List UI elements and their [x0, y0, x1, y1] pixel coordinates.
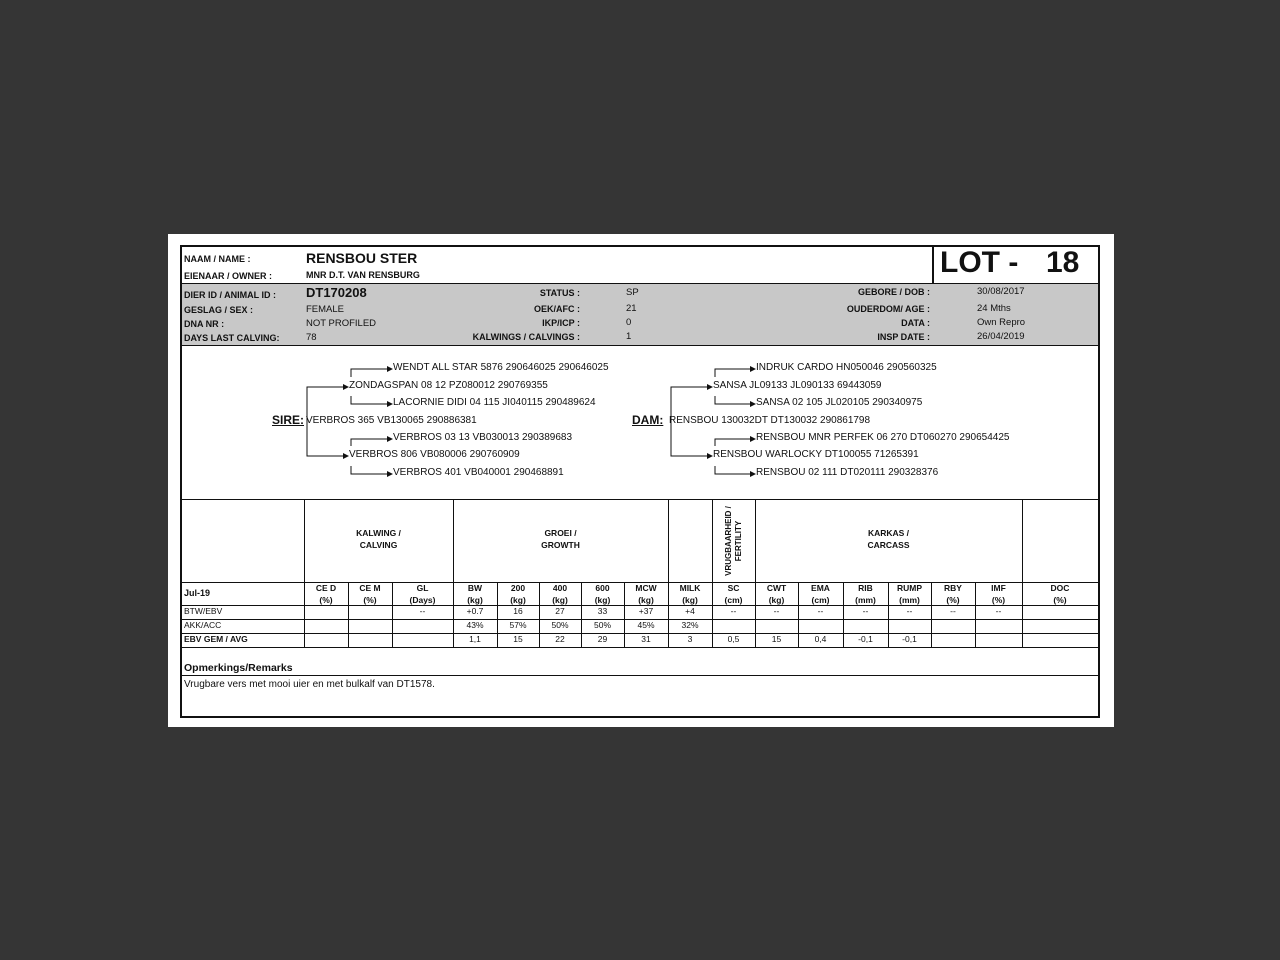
- column-header-line: SC: [727, 583, 740, 593]
- remarks-title: Opmerkings/Remarks: [184, 662, 293, 674]
- dob-value: 30/08/2017: [977, 286, 1025, 297]
- column-header-line: GL: [416, 583, 429, 593]
- ebv-row-label: BTW/EBV: [184, 606, 223, 616]
- column-header-line: IMF: [991, 583, 1006, 593]
- grid-line: [182, 499, 1098, 500]
- group-growth: [453, 527, 668, 551]
- data-label: DATA :: [901, 318, 930, 328]
- animal-id-label: DIER ID / ANIMAL ID :: [184, 290, 276, 300]
- lot-label: LOT -: [940, 246, 1019, 279]
- grid-line: [182, 647, 1098, 648]
- column-header-line: (%): [946, 595, 960, 605]
- lot-number: 18: [1046, 246, 1080, 279]
- ebv-cell: 0,4: [814, 634, 827, 644]
- dam-label: DAM:: [632, 413, 664, 427]
- column-header-line: (cm): [724, 595, 743, 605]
- pedigree-sire: VERBROS 365 VB130065 290886381: [306, 415, 477, 426]
- ebv-cell: 15: [513, 634, 523, 644]
- ebv-cell: --: [419, 606, 426, 616]
- group-heading-line: CARCASS: [867, 540, 910, 550]
- ebv-cell: +0.7: [466, 606, 484, 616]
- sire-label: SIRE:: [272, 413, 305, 427]
- ebv-cell: --: [817, 606, 824, 616]
- ebv-cell: 45%: [637, 620, 655, 630]
- pedigree-sire-dam-dam: VERBROS 401 VB040001 290468891: [393, 467, 564, 478]
- column-header-line: 200: [510, 583, 526, 593]
- insp-date-value: 26/04/2019: [977, 331, 1025, 342]
- status-label: STATUS :: [539, 288, 580, 298]
- ebv-cell: --: [995, 606, 1002, 616]
- column-header-line: RBY: [944, 583, 962, 593]
- column-header-line: CE D: [315, 583, 337, 593]
- afc-value: 21: [626, 303, 637, 314]
- column-header-line: BW: [467, 583, 483, 593]
- ebv-cell: 50%: [551, 620, 569, 630]
- column-header-line: (kg): [768, 595, 785, 605]
- column-header-line: (%): [991, 595, 1006, 605]
- ebv-column-header: [348, 582, 392, 606]
- afc-label: OEK/AFC :: [534, 304, 580, 314]
- ebv-date-label: Jul-19: [184, 588, 211, 598]
- days-last-calving-label: DAYS LAST CALVING:: [184, 333, 280, 343]
- ebv-column-header: [975, 582, 1022, 606]
- column-header-line: MCW: [635, 583, 657, 593]
- age-label: OUDERDOM/ AGE :: [846, 304, 930, 314]
- ebv-cell: +4: [685, 606, 695, 616]
- ebv-column-header: [712, 582, 755, 606]
- remarks-text: Vrugbare vers met mooi uier en met bulkalf van DT1578.: [184, 679, 435, 690]
- ebv-cell: 33: [597, 606, 608, 616]
- age-value: 24 Mths: [977, 303, 1011, 314]
- ebv-cell: 27: [555, 606, 565, 616]
- column-header-line: (mm): [855, 595, 876, 605]
- ebv-cell: 1,1: [469, 634, 481, 644]
- ebv-cell: 50%: [593, 620, 611, 630]
- column-header-line: MILK: [679, 583, 701, 593]
- ebv-cell: +37: [638, 606, 654, 616]
- ebv-cell: -0,1: [902, 634, 917, 644]
- lot-card-frame: [180, 245, 1100, 718]
- owner-name: MNR D.T. VAN RENSBURG: [306, 270, 420, 280]
- calvings-value: 1: [626, 331, 632, 342]
- group-calving: [304, 527, 453, 551]
- icp-label: IKP/ICP :: [542, 318, 580, 328]
- ebv-cell: 3: [687, 634, 693, 644]
- ebv-cell: 29: [597, 634, 608, 644]
- status-value: SP: [626, 287, 639, 298]
- column-header-line: (%): [363, 595, 377, 605]
- column-header-line: (kg): [510, 595, 526, 605]
- animal-name: RENSBOU STER: [306, 250, 418, 266]
- group-fertility: [712, 499, 755, 582]
- ebv-cell: 43%: [466, 620, 484, 630]
- pedigree-sire-sire-dam: LACORNIE DIDI 04 115 JI040115 290489624: [393, 397, 596, 408]
- column-header-line: RIB: [858, 583, 873, 593]
- group-heading-line: GROWTH: [541, 540, 580, 550]
- group-heading-line: KALWING /: [356, 528, 401, 538]
- group-heading-line: FERTILITY: [733, 520, 743, 561]
- pedigree-sire-sire: ZONDAGSPAN 08 12 PZ080012 290769355: [349, 380, 548, 391]
- column-header-line: (Days): [409, 595, 436, 605]
- ebv-cell: 16: [513, 606, 523, 616]
- sex-value: FEMALE: [306, 304, 345, 315]
- dna-label: DNA NR :: [184, 319, 225, 329]
- ebv-cell: --: [730, 606, 737, 616]
- column-header-line: (%): [319, 595, 333, 605]
- column-header-line: (kg): [638, 595, 654, 605]
- ebv-cell: 22: [555, 634, 565, 644]
- calvings-label: KALWINGS / CALVINGS :: [472, 332, 580, 342]
- ebv-cell: --: [862, 606, 869, 616]
- column-header-line: CWT: [766, 583, 787, 593]
- dna-value: NOT PROFILED: [306, 318, 377, 329]
- ebv-column-header: [798, 582, 843, 606]
- ebv-column-header: [581, 582, 624, 606]
- name-label: NAAM / NAME :: [184, 254, 251, 264]
- ebv-column-header: [843, 582, 888, 606]
- group-heading-line: CALVING: [359, 540, 398, 550]
- ebv-cell: 57%: [509, 620, 527, 630]
- ebv-column-header: [497, 582, 539, 606]
- ebv-cell: --: [950, 606, 956, 616]
- ebv-column-header: [888, 582, 931, 606]
- ebv-column-header: [392, 582, 453, 606]
- ebv-column-header: [668, 582, 712, 606]
- ebv-cell: 0,5: [727, 634, 740, 644]
- ebv-column-header: [304, 582, 348, 606]
- data-value: Own Repro: [977, 317, 1026, 328]
- ebv-column-header: [931, 582, 975, 606]
- ebv-column-header: [755, 582, 798, 606]
- ebv-row-label: EBV GEM / AVG: [184, 634, 248, 644]
- ebv-cell: --: [906, 606, 913, 616]
- dob-label: GEBORE / DOB :: [857, 287, 930, 297]
- ebv-column-header: [453, 582, 497, 606]
- grid-line: [182, 675, 1098, 676]
- pedigree-dam-dam-dam: RENSBOU 02 111 DT020111 290328376: [756, 467, 939, 478]
- lot-card: [168, 234, 1114, 727]
- ebv-column-header: [1022, 582, 1098, 606]
- icp-value: 0: [626, 317, 632, 328]
- column-header-line: (kg): [467, 595, 483, 605]
- column-header-line: EMA: [811, 583, 830, 593]
- pedigree-sire-sire-sire: WENDT ALL STAR 5876 290646025 290646025: [393, 362, 609, 373]
- column-header-line: 600: [595, 583, 610, 593]
- group-heading-line: KARKAS /: [867, 528, 910, 538]
- animal-id-value: DT170208: [306, 285, 367, 300]
- ebv-cell: 32%: [681, 620, 699, 630]
- ebv-cell: --: [773, 606, 780, 616]
- group-carcass: [755, 527, 1022, 551]
- insp-date-label: INSP DATE :: [877, 332, 930, 342]
- pedigree-dam-dam: RENSBOU WARLOCKY DT100055 71265391: [713, 449, 919, 460]
- owner-label: EIENAAR / OWNER :: [184, 271, 273, 281]
- pedigree-dam: RENSBOU 130032DT DT130032 290861798: [669, 415, 871, 426]
- ebv-row-label: AKK/ACC: [184, 620, 222, 630]
- column-header-line: (kg): [594, 595, 611, 605]
- ebv-cell: 15: [771, 634, 782, 644]
- ebv-column-header: [624, 582, 668, 606]
- ebv-table: [182, 247, 1098, 717]
- pedigree-dam-sire: SANSA JL09133 JL090133 69443059: [713, 380, 882, 391]
- ebv-cell: -0,1: [858, 634, 873, 644]
- pedigree-dam-dam-sire: RENSBOU MNR PERFEK 06 270 DT060270 290654425: [756, 432, 1010, 443]
- column-header-line: DOC: [1050, 583, 1070, 593]
- pedigree-sire-dam-sire: VERBROS 03 13 VB030013 290389683: [393, 432, 573, 443]
- column-header-line: (%): [1053, 595, 1067, 605]
- ebv-cell: 31: [641, 634, 651, 644]
- column-header-line: 400: [552, 583, 568, 593]
- column-header-line: RUMP: [896, 583, 923, 593]
- column-header-line: (kg): [682, 595, 698, 605]
- column-header-line: CE M: [359, 583, 381, 593]
- ebv-column-header: [539, 582, 581, 606]
- column-header-line: (kg): [552, 595, 568, 605]
- pedigree-dam-sire-dam: SANSA 02 105 JL020105 290340975: [756, 397, 923, 408]
- sex-label: GESLAG / SEX :: [184, 305, 254, 315]
- group-heading-line: GROEI /: [544, 528, 577, 538]
- column-header-line: (cm): [811, 595, 830, 605]
- days-last-calving-value: 78: [306, 332, 317, 343]
- group-heading-line: VRUGBAARHEID /: [723, 505, 733, 576]
- pedigree-sire-dam: VERBROS 806 VB080006 290760909: [349, 449, 520, 460]
- column-header-line: (mm): [899, 595, 920, 605]
- pedigree-dam-sire-sire: INDRUK CARDO HN050046 290560325: [756, 362, 937, 373]
